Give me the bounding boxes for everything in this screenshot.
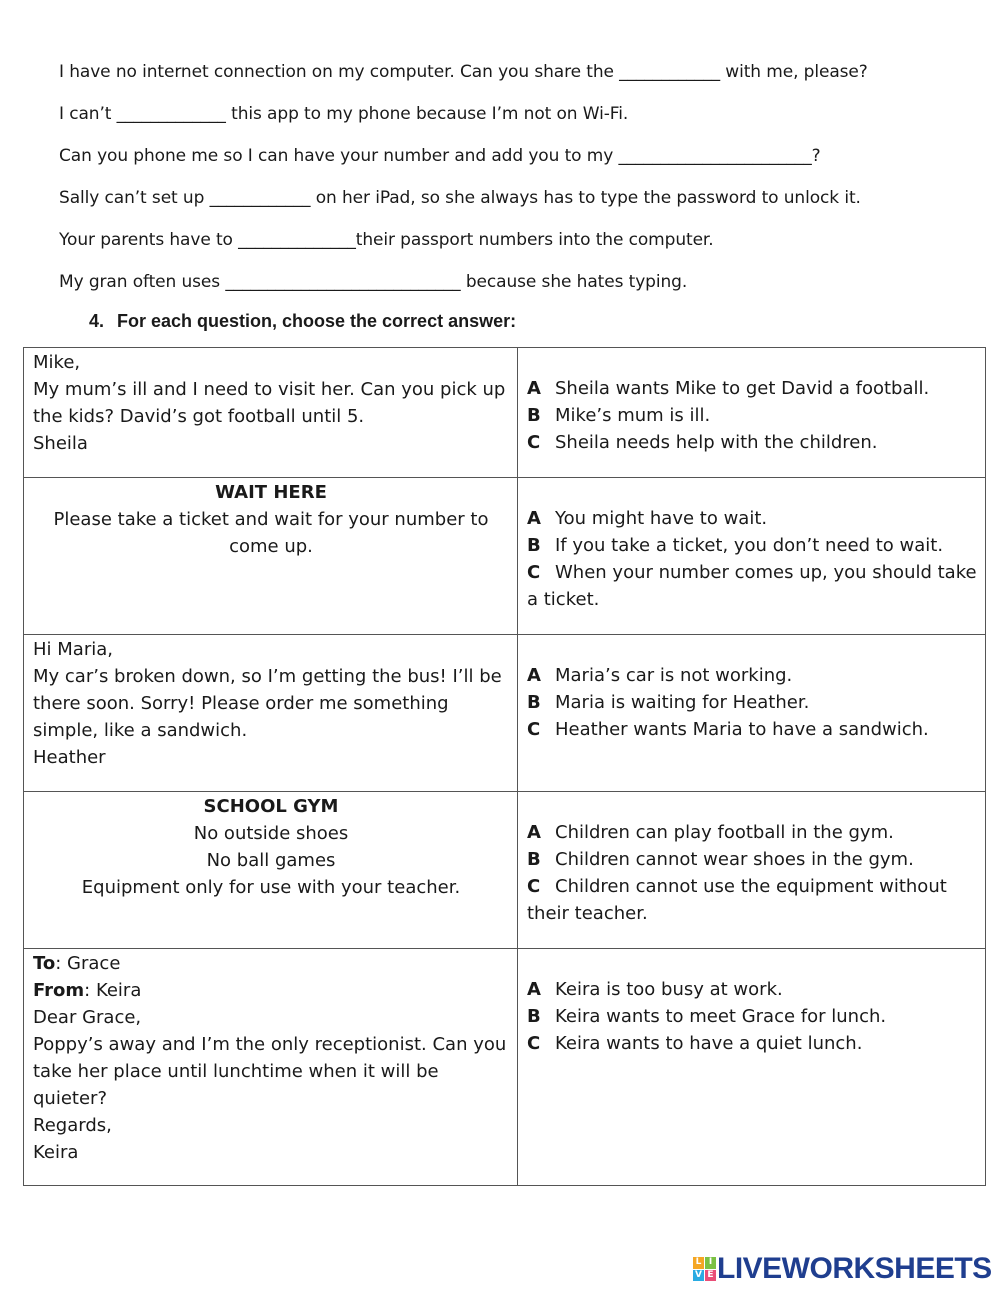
gap-fill-sentences (59, 60, 959, 312)
sentence-4: Sally can’t set up ____________ on her iPad, so she always has to type the password to unlock it. (59, 188, 861, 208)
sentence-6: My gran often uses ____________________________ because she hates typing. (59, 272, 688, 292)
sign-title: WAIT HERE (215, 482, 327, 503)
section-title: For each question, choose the correct answer: (117, 311, 517, 331)
option-b[interactable]: B Children cannot wear shoes in the gym. (527, 849, 914, 870)
question-2-options (518, 478, 986, 635)
option-a[interactable]: A Keira is too busy at work. (527, 979, 783, 1000)
option-a[interactable]: A Sheila wants Mike to get David a football. (527, 378, 930, 399)
question-4-options (518, 792, 986, 949)
question-row-5 (24, 949, 986, 1186)
question-2-text: WAIT HERE Please take a ticket and wait for your number to come up. (24, 478, 518, 635)
logo-mark-icon: L I V E (693, 1257, 715, 1281)
question-5-options (518, 949, 986, 1186)
liveworksheets-logo[interactable] (693, 1254, 992, 1284)
question-5-text: To: Grace From: Keira Dear Grace, Poppy’s away and I’m the only receptionist. Can you take her place until lunchtime when it will be quieter? Regards, Keira (24, 949, 518, 1186)
sentence-1: I have no internet connection on my computer. Can you share the ____________ with me, please? (59, 62, 868, 82)
option-c[interactable]: C When your number comes up, you should take a ticket. (527, 562, 977, 610)
sign-title: SCHOOL GYM (203, 796, 339, 817)
question-1-text: Mike, My mum’s ill and I need to visit her. Can you pick up the kids? David’s got football until 5. Sheila (24, 348, 518, 478)
question-4-text: SCHOOL GYM No outside shoes No ball games Equipment only for use with your teacher. (24, 792, 518, 949)
question-1-options (518, 348, 986, 478)
option-b[interactable]: B Maria is waiting for Heather. (527, 692, 810, 713)
option-a[interactable]: A Maria’s car is not working. (527, 665, 793, 686)
section-number: 4. (89, 311, 105, 331)
option-c[interactable]: C Sheila needs help with the children. (527, 432, 878, 453)
option-a[interactable]: A You might have to wait. (527, 508, 768, 529)
sentence-3: Can you phone me so I can have your number and add you to my _______________________? (59, 146, 821, 166)
question-3-text: Hi Maria, My car’s broken down, so I’m getting the bus! I’ll be there soon. Sorry! Please order me something simple, like a sandwich. Heather (24, 635, 518, 792)
option-b[interactable]: B Mike’s mum is ill. (527, 405, 711, 426)
question-3-options (518, 635, 986, 792)
section-heading (89, 311, 516, 332)
logo-text: LIVEWORKSHEETS (717, 1252, 992, 1285)
question-row-2 (24, 478, 986, 635)
question-row-1 (24, 348, 986, 478)
option-a[interactable]: A Children can play football in the gym. (527, 822, 894, 843)
question-row-4 (24, 792, 986, 949)
option-c[interactable]: C Keira wants to have a quiet lunch. (527, 1033, 863, 1054)
question-row-3 (24, 635, 986, 792)
questions-table (23, 347, 986, 1186)
option-c[interactable]: C Children cannot use the equipment without their teacher. (527, 876, 947, 924)
sentence-5: Your parents have to ______________their passport numbers into the computer. (59, 230, 714, 250)
option-b[interactable]: B Keira wants to meet Grace for lunch. (527, 1006, 887, 1027)
sentence-2: I can’t _____________ this app to my phone because I’m not on Wi-Fi. (59, 104, 629, 124)
option-c[interactable]: C Heather wants Maria to have a sandwich. (527, 719, 929, 740)
option-b[interactable]: B If you take a ticket, you don’t need to wait. (527, 535, 944, 556)
